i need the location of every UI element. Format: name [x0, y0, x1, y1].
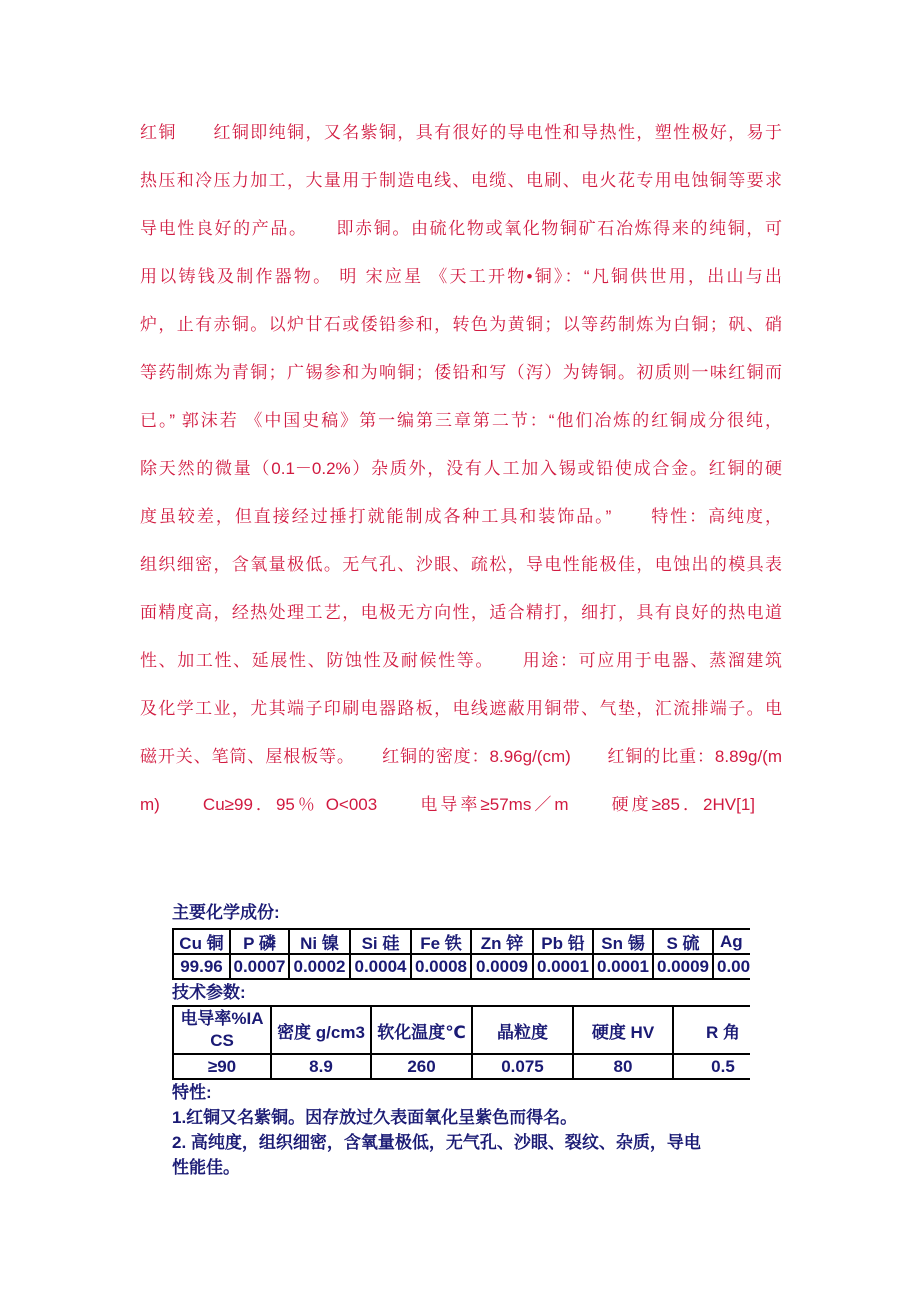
tech-params-value-cell: 260: [372, 1055, 473, 1080]
article-line: 磁开关、笔筒、屋根板等。 红铜的密度：8.96g/(cm) 红铜的比重：8.89g/(m: [140, 747, 782, 766]
composition-header-cell: Si 硅: [351, 930, 412, 955]
tech-params-header-cell: 晶粒度: [473, 1007, 574, 1055]
composition-value-cell: 0.0002: [290, 955, 351, 980]
article-line: 已。” 郭沫若 《中国史稿》第一编第三章第二节：“他们冶炼的红铜成分很纯，: [140, 411, 782, 430]
tech-params-value-cell: 0.075: [473, 1055, 574, 1080]
composition-value-row: [174, 955, 750, 980]
tech-params-header-cell: 软化温度℃: [372, 1007, 473, 1055]
composition-header-cell: S 硫: [654, 930, 714, 955]
article-line: 用以铸钱及制作器物。 明 宋应星 《天工开物•铜》：“凡铜供世用，出山与出: [140, 267, 782, 286]
features-title: 特性:: [172, 1083, 212, 1102]
composition-value-cell: 0.0001: [594, 955, 654, 980]
composition-header-cell: P 磷: [231, 930, 290, 955]
article-line: 红铜 红铜即纯铜，又名紫铜，具有很好的导电性和导热性，塑性极好，易于: [140, 123, 782, 142]
article-line: 炉，止有赤铜。以炉甘石或倭铅参和，转色为黄铜；以等药制炼为白铜；矾、硝: [140, 315, 782, 334]
tech-params-header-row: [174, 1007, 750, 1055]
article-line: 及化学工业，尤其端子印刷电器路板，电线遮蔽用铜带、气垫，汇流排端子。电: [140, 699, 782, 718]
article-line: m) Cu≥99．95％ O<003 电导率≥57ms／m 硬度≥85．2HV[1]: [140, 795, 755, 814]
composition-value-cell: 0.0007: [231, 955, 290, 980]
tech-params-header-cell: R 角: [674, 1007, 750, 1055]
tech-params-header-cell: 密度 g/cm3: [272, 1007, 372, 1055]
tech-params-title: 技术参数:: [172, 983, 246, 1002]
composition-value-cell: 0.0004: [351, 955, 412, 980]
composition-value-cell: 99.96: [174, 955, 231, 980]
article-line: 导电性良好的产品。 即赤铜。由硫化物或氧化物铜矿石冶炼得来的纯铜，可: [140, 219, 782, 238]
conductivity-header-label: 电导率%IA CS: [180, 1009, 264, 1050]
article-line: 热压和冷压力加工，大量用于制造电线、电缆、电刷、电火花专用电蚀铜等要求: [140, 171, 782, 190]
composition-header-cell: Cu 铜: [174, 930, 231, 955]
composition-header-cell: Fe 铁: [412, 930, 472, 955]
composition-value-cell: 0.0009: [472, 955, 534, 980]
tech-params-value-row: [174, 1055, 750, 1080]
features-line: 性能佳。: [172, 1158, 240, 1177]
tech-params-table: [172, 1005, 750, 1080]
tech-params-value-cell: 0.5: [674, 1055, 750, 1080]
article-body: [140, 109, 782, 829]
composition-value-cell: 0.0008: [412, 955, 472, 980]
tech-params-header-cell: [174, 1007, 272, 1055]
composition-value-cell: 0.0001: [534, 955, 594, 980]
composition-value-cell: 0.0009: [654, 955, 714, 980]
tech-params-value-cell: ≥90: [174, 1055, 272, 1080]
technical-section: [172, 901, 750, 1191]
tech-params-value-cell: 80: [574, 1055, 674, 1080]
article-line: 性、加工性、延展性、防蚀性及耐候性等。 用途：可应用于电器、蒸溜建筑: [140, 651, 782, 670]
composition-table: [172, 928, 750, 980]
composition-title: 主要化学成份:: [172, 903, 280, 922]
article-line: 度虽较差，但直接经过捶打就能制成各种工具和装饰品。” 特性：高纯度，: [140, 507, 782, 526]
article-line: 等药制炼为青铜；广锡参和为响铜；倭铅和写（泻）为铸铜。初质则一味红铜而: [140, 363, 782, 382]
article-line: 组织细密，含氧量极低。无气孔、沙眼、疏松，导电性能极佳，电蚀出的模具表: [140, 555, 782, 574]
composition-header-cell: Pb 铅: [534, 930, 594, 955]
tech-params-value-cell: 8.9: [272, 1055, 372, 1080]
article-line: 面精度高，经热处理工艺，电极无方向性，适合精打，细打，具有良好的热电道: [140, 603, 782, 622]
composition-header-cell: Ag: [714, 930, 750, 955]
features-line: 2. 高纯度，组织细密，含氧量极低，无气孔、沙眼、裂纹、杂质，导电: [172, 1133, 701, 1152]
composition-header-cell: Sn 锡: [594, 930, 654, 955]
tech-params-header-cell: 硬度 HV: [574, 1007, 674, 1055]
features-line: 1.红铜又名紫铜。因存放过久表面氧化呈紫色而得名。: [172, 1108, 578, 1127]
composition-header-cell: Zn 锌: [472, 930, 534, 955]
composition-value-cell: 0.00: [714, 955, 750, 980]
composition-header-cell: Ni 镍: [290, 930, 351, 955]
composition-header-row: [174, 930, 750, 955]
article-line: 除天然的微量（0.1－0.2%）杂质外，没有人工加入锡或铅使成合金。红铜的硬: [140, 459, 782, 478]
